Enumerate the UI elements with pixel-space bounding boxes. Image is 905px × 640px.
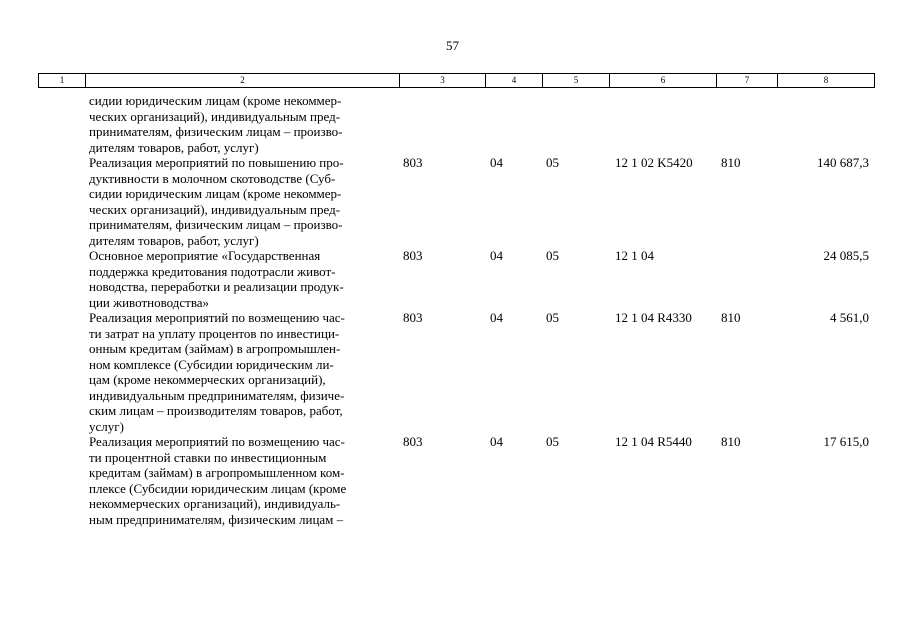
description-line: цам (кроме некоммерческих организаций), <box>89 372 326 387</box>
description-line: ным предпринимателям, физическим лицам – <box>89 511 344 527</box>
description-line: кредитам (займам) в агропромышленном ком- <box>89 465 345 480</box>
description-line: плексе (Субсидии юридическим лицам (кроме <box>89 480 347 496</box>
row-description <box>89 93 394 155</box>
target-article-code-cell: 12 1 04 R5440 <box>615 434 692 449</box>
ministry-code-cell: 803 <box>403 248 423 263</box>
subsection-code-cell: 05 <box>546 434 559 449</box>
subsection-code-cell: 05 <box>546 310 559 325</box>
target-article-code-cell: 12 1 02 K5420 <box>615 155 693 170</box>
description-line: некоммерческих организаций), индивидуаль- <box>89 496 341 511</box>
column-number-2: 2 <box>86 74 400 88</box>
description-line: ти затрат на уплату процентов по инвестици- <box>89 325 340 341</box>
description-line: Основное мероприятие «Государственная <box>89 248 321 263</box>
section-code-cell: 04 <box>490 310 503 325</box>
row-description <box>89 434 394 527</box>
section-code-cell: 04 <box>490 434 503 449</box>
description-line: индивидуальным предпринимателям, физиче- <box>89 387 345 403</box>
ministry-code-cell: 803 <box>403 310 423 325</box>
description-line: дителям товаров, работ, услуг) <box>89 232 259 248</box>
description-line: Реализация мероприятий по повышению про- <box>89 155 344 170</box>
column-number-4: 4 <box>486 74 543 88</box>
description-line: дителям товаров, работ, услуг) <box>89 139 259 155</box>
table-row <box>0 310 905 434</box>
column-number-3: 3 <box>400 74 486 88</box>
description-line: принимателям, физическим лицам – произво- <box>89 124 343 139</box>
ministry-code-cell: 803 <box>403 155 423 170</box>
description-line: ческих организаций), индивидуальным пред- <box>89 108 341 124</box>
description-line: ции животноводства» <box>89 294 210 310</box>
column-number-header <box>38 73 875 88</box>
column-number-8: 8 <box>778 74 875 88</box>
description-line: поддержка кредитования подотрасли живот- <box>89 263 336 279</box>
description-line: сидии юридическим лицам (кроме некоммер- <box>89 93 342 108</box>
column-number-6: 6 <box>610 74 717 88</box>
ministry-code-cell: 803 <box>403 434 423 449</box>
section-code-cell: 04 <box>490 248 503 263</box>
expense-type-code-cell: 810 <box>721 434 741 449</box>
description-line: услуг) <box>89 418 124 434</box>
amount-cell: 17 615,0 <box>823 434 869 449</box>
page-number: 57 <box>446 38 459 53</box>
description-line: ти процентной ставки по инвестиционным <box>89 449 327 465</box>
subsection-code-cell: 05 <box>546 248 559 263</box>
row-description <box>89 248 394 310</box>
row-description <box>89 155 394 248</box>
description-line: принимателям, физическим лицам – произво- <box>89 217 343 232</box>
description-line: Реализация мероприятий по возмещению час- <box>89 434 345 449</box>
target-article-code-cell: 12 1 04 R4330 <box>615 310 692 325</box>
subsection-code-cell: 05 <box>546 155 559 170</box>
target-article-code-cell: 12 1 04 <box>615 248 654 263</box>
description-line: дуктивности в молочном скотоводстве (Суб- <box>89 170 336 186</box>
description-line: сидии юридическим лицам (кроме некоммер- <box>89 186 342 201</box>
table-row <box>0 93 905 155</box>
column-number-1: 1 <box>39 74 86 88</box>
description-line: ческих организаций), индивидуальным пред- <box>89 201 341 217</box>
table-row <box>0 155 905 248</box>
table-row <box>0 434 905 527</box>
description-line: Реализация мероприятий по возмещению час- <box>89 310 345 325</box>
amount-cell: 24 085,5 <box>823 248 869 263</box>
row-description <box>89 310 394 434</box>
section-code-cell: 04 <box>490 155 503 170</box>
budget-table-body <box>0 93 905 527</box>
table-row <box>0 248 905 310</box>
column-number-5: 5 <box>543 74 610 88</box>
description-line: онным кредитам (займам) в агропромышлен- <box>89 341 341 356</box>
amount-cell: 140 687,3 <box>817 155 869 170</box>
column-number-7: 7 <box>717 74 778 88</box>
description-line: ским лицам – производителям товаров, работ, <box>89 403 343 418</box>
amount-cell: 4 561,0 <box>830 310 869 325</box>
description-line: новодства, переработки и реализации продук- <box>89 279 344 294</box>
expense-type-code-cell: 810 <box>721 155 741 170</box>
expense-type-code-cell: 810 <box>721 310 741 325</box>
description-line: ном комплексе (Субсидии юридическим ли- <box>89 356 334 372</box>
